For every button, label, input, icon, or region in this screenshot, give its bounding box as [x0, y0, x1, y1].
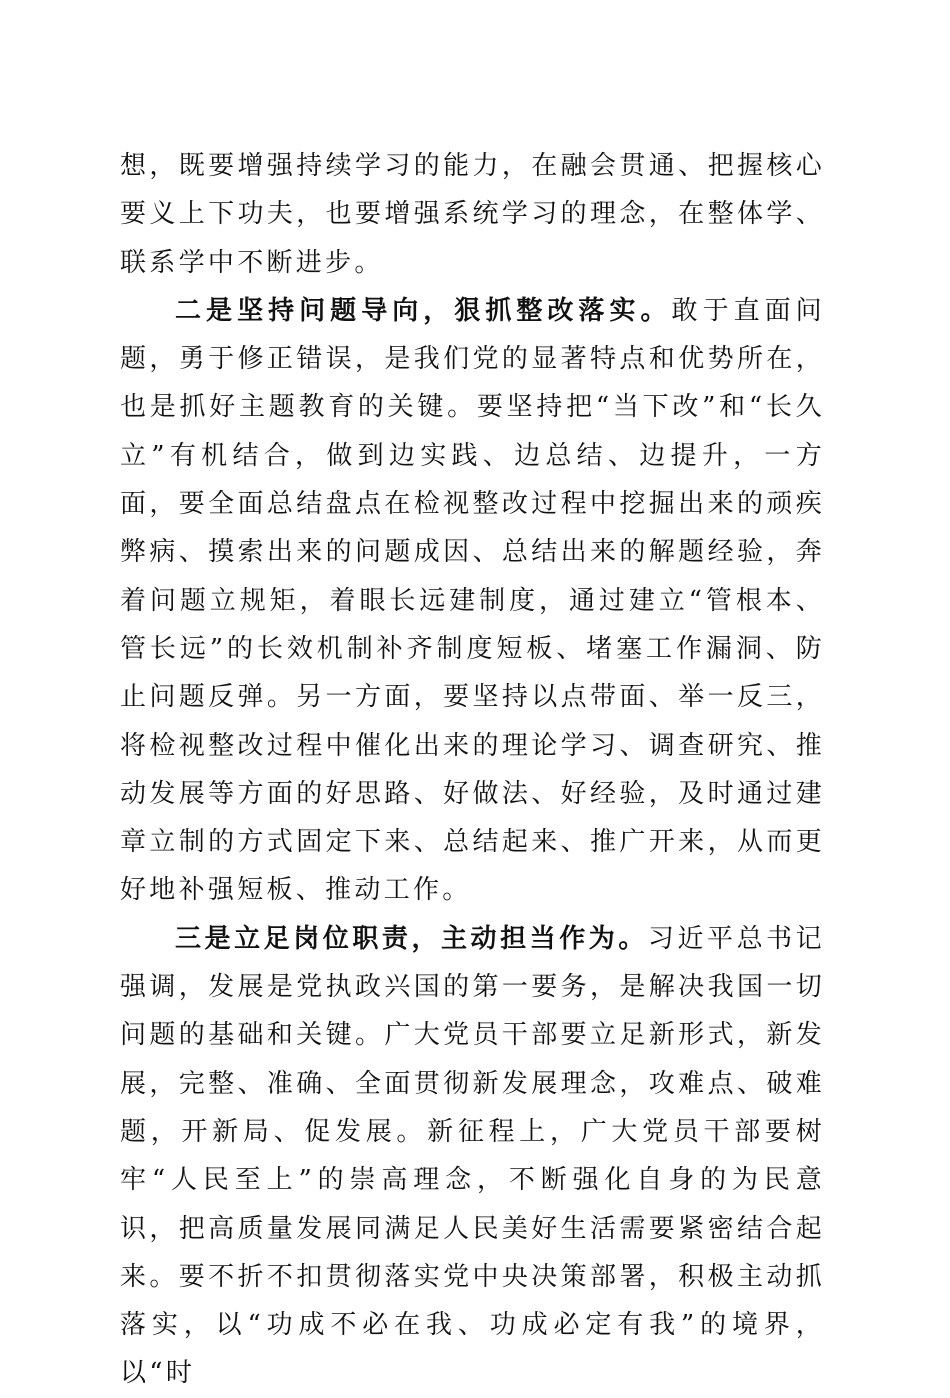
paragraph-point-three	[120, 915, 825, 1398]
paragraph-text: 敢于直面问题，勇于修正错误，是我们党的显著特点和优势所在，也是抓好主题教育的关键。要坚持把“当下改”和“长久立”有机结合，做到边实践、边总结、边提升，一方面，要全面总结盘点在检视整改过程中挖掘出来的顽疾弊病、摸索出来的问题成因、总结出来的解题经验，奔着问题立规矩，着眼长远建制度，通过建立“管根本、管长远”的长效机制补齐制度短板、堵塞工作漏洞、防止问题反弹。另一方面，要坚持以点带面、举一反三，将检视整改过程中催化出来的理论学习、调查研究、推动发展等方面的好思路、好做法、好经验，及时通过建章立制的方式固定下来、总结起来、推广开来，从而更好地补强短板、推动工作。	[120, 295, 825, 906]
paragraph-text: 想，既要增强持续学习的能力，在融会贯通、把握核心要义上下功夫，也要增强系统学习的理念，在整体学、联系学中不断进步。	[120, 151, 825, 278]
paragraph-continuation	[120, 142, 825, 287]
paragraph-text: 习近平总书记强调，发展是党执政兴国的第一要务，是解决我国一切问题的基础和关键。广大党员干部要立足新形式，新发展，完整、准确、全面贯彻新发展理念，攻难点、破难题，开新局、促发展。新征程上，广大党员干部要树牢“人民至上”的崇高理念，不断强化自身的为民意识，把高质量发展同满足人民美好生活需要紧密结合起来。要不折不扣贯彻落实党中央决策部署，积极主动抓落实，以“功成不必在我、功成必定有我”的境界，以“时	[120, 923, 825, 1389]
paragraph-heading: 三是立足岗位职责，主动担当作为。	[175, 923, 648, 954]
paragraph-point-two	[120, 287, 825, 915]
paragraph-heading: 二是坚持问题导向，狠抓整改落实。	[175, 295, 672, 326]
document-page	[120, 142, 825, 1398]
